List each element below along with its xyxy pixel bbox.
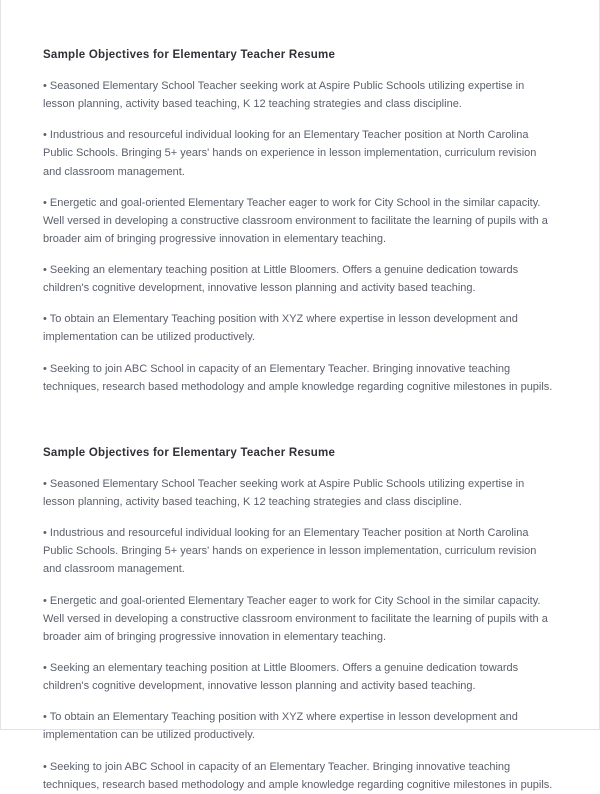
bullet-icon: • xyxy=(43,711,47,724)
section-title: Sample Objectives for Elementary Teacher Resume xyxy=(43,446,336,459)
objective-text: To obtain an Elementary Teaching position with XYZ where expertise in lesson development and implementation can be utilized productively. xyxy=(43,711,518,742)
document-content xyxy=(1,0,599,794)
objective-item xyxy=(43,310,557,346)
objectives-section-1 xyxy=(43,48,557,396)
bullet-icon: • xyxy=(43,264,47,277)
objective-item xyxy=(43,758,557,794)
bullet-icon: • xyxy=(43,760,47,773)
objective-text: Industrious and resourceful individual looking for an Elementary Teacher position at North Carolina Public Schools. Bringing 5+ years' hands on experience in lesson implementation, curriculum revision and classroom management. xyxy=(43,129,537,178)
section-title: Sample Objectives for Elementary Teacher Resume xyxy=(43,49,336,61)
objective-item xyxy=(43,524,557,578)
bullet-icon: • xyxy=(43,313,47,326)
objective-text: Seeking to join ABC School in capacity of an Elementary Teacher. Bringing innovative teaching techniques, research based methodology and ample knowledge regarding cognitive milestones in pupils. xyxy=(43,362,553,393)
bullet-icon: • xyxy=(43,477,47,490)
objective-item xyxy=(43,126,557,180)
objective-text: Seeking to join ABC School in capacity of an Elementary Teacher. Bringing innovative teaching techniques, research based methodology and ample knowledge regarding cognitive milestones in pupils. xyxy=(43,760,553,791)
objective-text: Seeking an elementary teaching position at Little Bloomers. Offers a genuine dedication towards children's cognitive development, innovative lesson planning and activity based teaching. xyxy=(43,661,519,693)
objective-text: Seeking an elementary teaching position at Little Bloomers. Offers a genuine dedication towards children's cognitive development, innovative lesson planning and activity based teaching. xyxy=(43,264,519,295)
objectives-section-2 xyxy=(43,446,557,794)
bullet-icon: • xyxy=(43,362,47,375)
bullet-icon: • xyxy=(43,196,47,209)
objective-text: Energetic and goal-oriented Elementary Teacher eager to work for City School in the similar capacity. Well versed in developing a constructive classroom environment to facilitate the learning of pupils with a broader aim of bringing progressive innovation in elementary teaching. xyxy=(43,196,548,245)
bullet-icon: • xyxy=(43,527,47,540)
objective-text: Seasoned Elementary School Teacher seeking work at Aspire Public Schools utilizing expertise in lesson planning, activity based teaching, K 12 teaching strategies and class discipline. xyxy=(43,79,525,111)
objective-item xyxy=(43,708,557,744)
objective-item xyxy=(43,194,557,248)
bullet-icon: • xyxy=(43,79,47,92)
objective-item xyxy=(43,475,557,511)
bullet-icon: • xyxy=(43,661,47,674)
objective-item xyxy=(43,360,557,396)
objective-text: To obtain an Elementary Teaching position with XYZ where expertise in lesson development and implementation can be utilized productively. xyxy=(43,313,518,344)
objective-item xyxy=(43,592,557,646)
objective-item xyxy=(43,659,557,695)
objective-text: Seasoned Elementary School Teacher seeking work at Aspire Public Schools utilizing expertise in lesson planning, activity based teaching, K 12 teaching strategies and class discipline. xyxy=(43,477,525,508)
bullet-icon: • xyxy=(43,594,47,607)
objective-item xyxy=(43,261,557,297)
bullet-icon: • xyxy=(43,129,47,142)
objective-text: Industrious and resourceful individual looking for an Elementary Teacher position at North Carolina Public Schools. Bringing 5+ years' hands on experience in lesson implementation, curriculum revision and classroom management. xyxy=(43,527,537,576)
objective-item xyxy=(43,77,557,113)
objective-text: Energetic and goal-oriented Elementary Teacher eager to work for City School in the similar capacity. Well versed in developing a constructive classroom environment to facilitate the learning of pupils with a broader aim of bringing progressive innovation in elementary teaching. xyxy=(43,594,548,643)
